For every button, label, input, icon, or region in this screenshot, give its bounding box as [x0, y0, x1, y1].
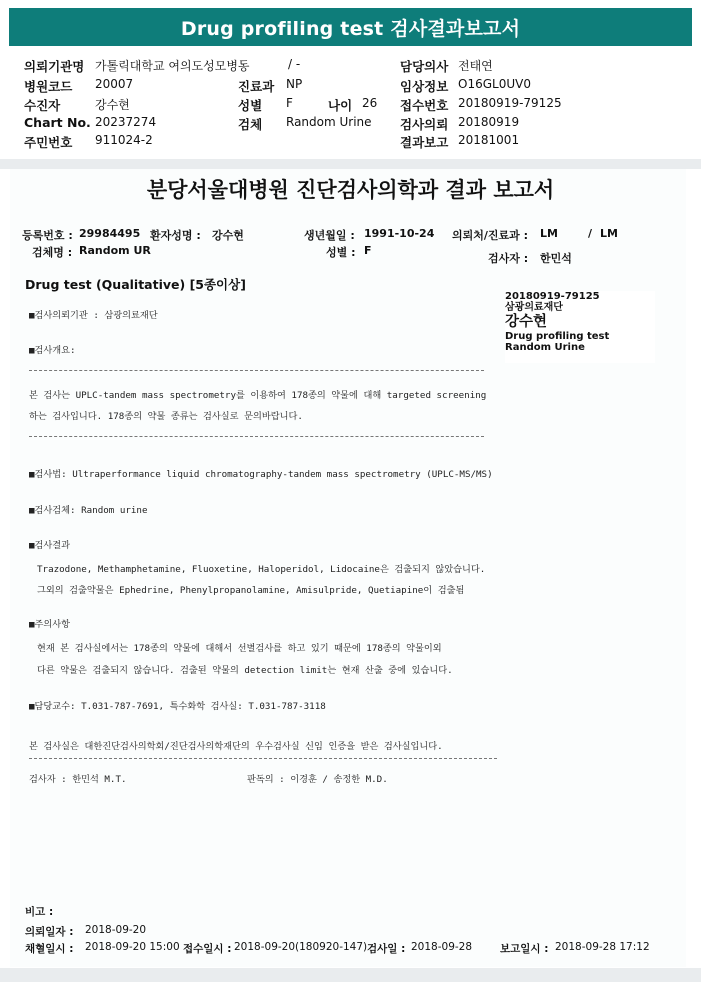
dash-line	[29, 370, 484, 371]
bottom-divider	[0, 968, 701, 982]
contact-line: ■담당교수: T.031-787-7691, 특수화학 검사실: T.031-787-3118	[29, 701, 326, 712]
age-value: 26	[362, 96, 378, 110]
signer-reader: 판독의 : 이경훈 / 송정한 M.D.	[247, 774, 388, 785]
doctor-value: 전태연	[458, 59, 493, 73]
coll-label: 채혈일시 :	[25, 943, 74, 955]
recv-value: 2018-09-20(180920-147)	[234, 941, 368, 953]
test-value: 2018-09-28	[411, 941, 473, 953]
specimen-label-sticker	[505, 291, 655, 363]
sticker-test: Drug profiling test	[505, 331, 610, 342]
caution-line-2: 다른 약물은 검출되지 않습니다. 검출된 약물의 detection limit는 현재 산출 중에 있습니다.	[37, 665, 453, 676]
spec-value: Random UR	[79, 244, 151, 257]
chart-label: Chart No.	[24, 115, 91, 130]
sex-value: F	[286, 96, 293, 110]
request-label: 검사의뢰	[400, 117, 449, 132]
id-value: 911024-2	[95, 133, 153, 147]
specimen-label: 검체	[238, 117, 263, 132]
sex-label: 성별	[238, 98, 263, 113]
age-label: 나이	[328, 98, 353, 113]
dash-line	[29, 436, 484, 437]
section-title: Drug test (Qualitative) [5종이상]	[25, 277, 246, 292]
caution-line-1: 현재 본 검사실에서는 178종의 약물에 대해서 선별검사를 하고 있기 때문에 178종의 약물이외	[37, 643, 442, 654]
sticker-org: 삼광의료재단	[505, 302, 563, 313]
inst-label: 의뢰기관명	[24, 59, 85, 74]
rep-value: 2018-09-28 17:12	[555, 941, 650, 953]
request-header	[0, 52, 701, 152]
sticker-specimen: Random Urine	[505, 342, 585, 353]
overview-line-2: 하는 검사입니다. 178종의 약물 종류는 검사실로 문의바랍니다.	[29, 411, 303, 422]
inst-slash: / -	[288, 57, 301, 71]
request-value: 20180919	[458, 115, 520, 129]
cert-line: 본 검사실은 대한진단검사의학회/진단검사의학재단의 우수검사실 신임 인증을 받은 검사실입니다.	[29, 741, 443, 752]
dash-line	[29, 758, 497, 759]
report-sex-value: F	[364, 244, 372, 257]
name-value: 강수현	[212, 229, 244, 242]
doctor-label: 담당의사	[400, 59, 449, 74]
tester-label: 검사자 :	[488, 252, 529, 265]
code-value: 20007	[95, 77, 134, 91]
result-line-2: 그외의 검출약물은 Ephedrine, Phenylpropanolamine, Amisulpride, Quetiapine이 검출됨	[37, 585, 465, 596]
specimen-line: ■검사검체: Random urine	[29, 505, 148, 516]
receipt-label: 접수번호	[400, 98, 449, 113]
test-label: 검사일 :	[367, 943, 406, 955]
report-title-bar	[9, 8, 692, 46]
report-sex-label: 성별 :	[326, 246, 356, 259]
inst-value: 가톨릭대학교 여의도성모병동	[95, 59, 250, 73]
report-date-value: 20181001	[458, 133, 520, 147]
tester-value: 한민석	[540, 252, 572, 265]
ref-value-1: LM	[540, 227, 558, 240]
coll-value: 2018-09-20 15:00	[85, 941, 180, 953]
ref-value-2: LM	[600, 227, 618, 240]
name-label: 환자성명 :	[150, 229, 201, 242]
rep-label: 보고일시 :	[500, 943, 549, 955]
result-line-1: Trazodone, Methamphetamine, Fluoxetine, Haloperidol, Lidocaine은 검출되지 않았습니다.	[37, 564, 486, 575]
agency-line: ■검사의뢰기관 : 삼광의료재단	[29, 310, 158, 321]
receipt-value: 20180919-79125	[458, 96, 562, 110]
sticker-name: 강수현	[505, 314, 548, 330]
dob-label: 생년월일 :	[304, 229, 355, 242]
clinical-label: 임상정보	[400, 79, 449, 94]
report-date-label: 결과보고	[400, 135, 449, 150]
reg-label: 등록번호 :	[22, 229, 73, 242]
report-title: Drug profiling test 검사결과보고서	[180, 17, 521, 40]
note-label: 비고 :	[25, 906, 54, 918]
method-line: ■검사법: Ultraperformance liquid chromatography-tandem mass spectrometry (UPLC-MS/MS)	[29, 469, 493, 480]
dob-value: 1991-10-24	[364, 227, 435, 240]
caution-head: ■주의사항	[29, 619, 71, 630]
dept-label: 진료과	[238, 79, 275, 94]
ref-slash: /	[588, 227, 593, 240]
section-divider	[0, 159, 701, 169]
overview-head: ■검사개요:	[29, 345, 76, 356]
specimen-value: Random Urine	[286, 115, 372, 129]
req-date-label: 의뢰일자 :	[25, 926, 74, 938]
code-label: 병원코드	[24, 79, 73, 94]
result-head: ■검사결과	[29, 540, 71, 551]
spec-label: 검체명 :	[32, 246, 73, 259]
recv-label: 접수일시 :	[183, 943, 232, 955]
chart-value: 20237274	[95, 115, 157, 129]
ref-label: 의뢰처/진료과 :	[452, 229, 529, 242]
signer-tester: 검사자 : 한민석 M.T.	[29, 774, 127, 785]
reg-value: 29984495	[79, 227, 141, 240]
overview-line-1: 본 검사는 UPLC-tandem mass spectrometry를 이용하여 178종의 약물에 대해 targeted screening	[29, 390, 487, 401]
patient-label: 수진자	[24, 98, 61, 113]
hospital-report-title: 분당서울대병원 진단검사의학과 결과 보고서	[146, 178, 555, 202]
sticker-number: 20180919-79125	[505, 291, 600, 302]
clinical-value: O16GL0UV0	[458, 77, 531, 91]
req-date-value: 2018-09-20	[85, 924, 147, 936]
dept-value: NP	[286, 77, 303, 91]
id-label: 주민번호	[24, 135, 73, 150]
patient-value: 강수현	[95, 98, 130, 112]
